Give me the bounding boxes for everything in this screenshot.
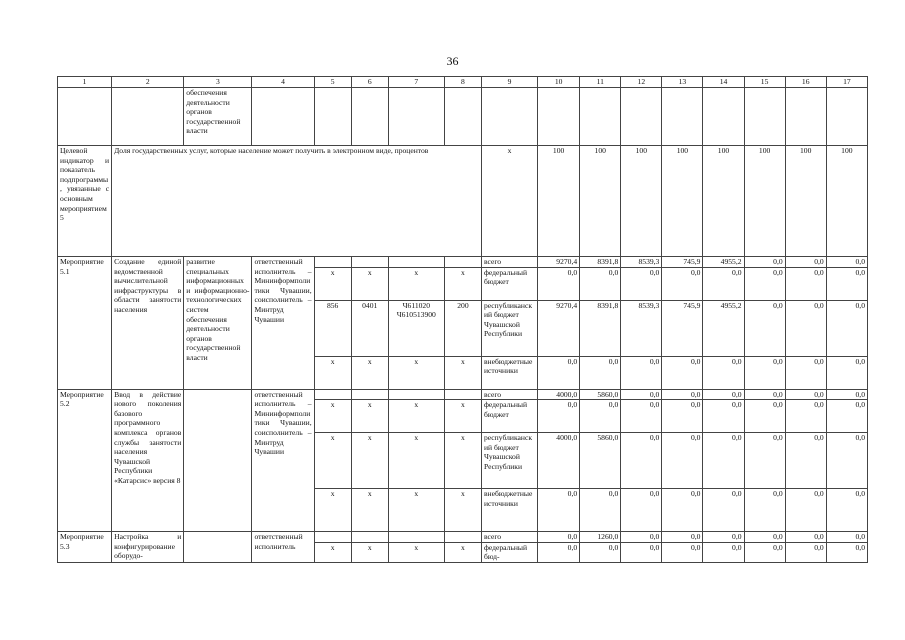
funding-value: 9270,4 bbox=[538, 257, 580, 268]
funding-value: 0,0 bbox=[826, 489, 867, 532]
funding-value: 8391,8 bbox=[580, 257, 621, 268]
funding-value: 8391,8 bbox=[580, 300, 621, 356]
indicator-value: 100 bbox=[744, 146, 785, 257]
col-num: 5 bbox=[314, 77, 351, 88]
funding-value: 0,0 bbox=[621, 356, 662, 389]
col-num: 14 bbox=[703, 77, 744, 88]
funding-value: 0,0 bbox=[744, 300, 785, 356]
funding-value: 4955,2 bbox=[703, 257, 744, 268]
funding-value: 8539,3 bbox=[621, 300, 662, 356]
funding-value: 0,0 bbox=[826, 532, 867, 543]
funding-value: 0,0 bbox=[538, 542, 580, 562]
table-cell: х bbox=[351, 433, 388, 489]
funding-value: 0,0 bbox=[744, 542, 785, 562]
funding-value: 0,0 bbox=[621, 400, 662, 433]
table-cell bbox=[351, 532, 388, 543]
col-num: 3 bbox=[184, 77, 252, 88]
table-cell: х bbox=[444, 542, 481, 562]
col-num: 7 bbox=[388, 77, 444, 88]
event-executor: ответственный исполнитель bbox=[252, 532, 314, 563]
event-description: Ввод в действие нового поколения базового программного комплекса органов службы занятости населения Чувашской Республики «Катарсис» версия 8 bbox=[112, 389, 184, 532]
table-row bbox=[58, 389, 868, 400]
funding-value: 745,9 bbox=[662, 300, 703, 356]
table-cell bbox=[388, 257, 444, 268]
table-cell bbox=[388, 389, 444, 400]
funding-value: 0,0 bbox=[744, 356, 785, 389]
funding-value: 0,0 bbox=[621, 532, 662, 543]
table-cell bbox=[351, 257, 388, 268]
table-cell: х bbox=[444, 489, 481, 532]
table-cell: 856 bbox=[314, 300, 351, 356]
col-num: 13 bbox=[662, 77, 703, 88]
funding-value: 0,0 bbox=[785, 267, 826, 300]
funding-value: 0,0 bbox=[826, 433, 867, 489]
col-num: 8 bbox=[444, 77, 481, 88]
event-name: Мероприятие 5.1 bbox=[58, 257, 112, 390]
table-cell: х bbox=[314, 356, 351, 389]
funding-value: 0,0 bbox=[826, 300, 867, 356]
funding-source: федеральный бюд- bbox=[481, 542, 537, 562]
col-num: 11 bbox=[580, 77, 621, 88]
table-cell: Ч611020 Ч610513900 bbox=[388, 300, 444, 356]
funding-value: 0,0 bbox=[538, 356, 580, 389]
table-cell: х bbox=[351, 267, 388, 300]
indicator-text: Доля государственных услуг, которые население может получить в электронном виде, процентов bbox=[112, 146, 482, 257]
col-num: 10 bbox=[538, 77, 580, 88]
table-row bbox=[58, 532, 868, 543]
indicator-value: 100 bbox=[621, 146, 662, 257]
funding-value: 0,0 bbox=[785, 257, 826, 268]
funding-value: 0,0 bbox=[580, 542, 621, 562]
funding-source: республиканский бюджет Чувашской Республики bbox=[481, 300, 537, 356]
funding-value: 0,0 bbox=[785, 356, 826, 389]
funding-value: 0,0 bbox=[662, 532, 703, 543]
funding-value: 0,0 bbox=[785, 532, 826, 543]
table-cell: х bbox=[388, 267, 444, 300]
funding-source: всего bbox=[481, 257, 537, 268]
funding-source: федеральный бюджет bbox=[481, 267, 537, 300]
table-cell bbox=[444, 389, 481, 400]
table-cell bbox=[314, 257, 351, 268]
funding-value: 0,0 bbox=[662, 433, 703, 489]
funding-value: 5860,0 bbox=[580, 389, 621, 400]
funding-value: 0,0 bbox=[580, 400, 621, 433]
continuation-row bbox=[58, 88, 868, 146]
program-table bbox=[57, 76, 868, 563]
funding-value: 0,0 bbox=[662, 356, 703, 389]
funding-value: 0,0 bbox=[703, 433, 744, 489]
funding-value: 9270,4 bbox=[538, 300, 580, 356]
funding-value: 0,0 bbox=[662, 267, 703, 300]
funding-value: 0,0 bbox=[826, 267, 867, 300]
event-name: Мероприятие 5.2 bbox=[58, 389, 112, 532]
funding-value: 0,0 bbox=[826, 400, 867, 433]
col-num: 16 bbox=[785, 77, 826, 88]
funding-value: 0,0 bbox=[703, 400, 744, 433]
funding-value: 0,0 bbox=[538, 400, 580, 433]
funding-value: 0,0 bbox=[785, 433, 826, 489]
page-number: 36 bbox=[446, 54, 459, 68]
funding-value: 0,0 bbox=[703, 356, 744, 389]
funding-source: всего bbox=[481, 532, 537, 543]
col-num: 1 bbox=[58, 77, 112, 88]
event-direction bbox=[184, 532, 252, 563]
funding-value: 0,0 bbox=[744, 433, 785, 489]
indicator-value: 100 bbox=[785, 146, 826, 257]
table-cell bbox=[314, 532, 351, 543]
table-cell bbox=[351, 389, 388, 400]
indicator-value: 100 bbox=[703, 146, 744, 257]
table-cell: х bbox=[481, 146, 537, 257]
indicator-label: Целевой индикатор и показатель подпрограммы, увязанные с основным мероприятием 5 bbox=[58, 146, 112, 257]
funding-source: всего bbox=[481, 389, 537, 400]
table-row bbox=[58, 257, 868, 268]
table-cell: 200 bbox=[444, 300, 481, 356]
col-num: 4 bbox=[252, 77, 314, 88]
funding-value: 0,0 bbox=[785, 542, 826, 562]
column-number-row bbox=[58, 77, 868, 88]
funding-value: 8539,3 bbox=[621, 257, 662, 268]
table-cell: х bbox=[351, 489, 388, 532]
event-direction bbox=[184, 389, 252, 532]
col-num: 12 bbox=[621, 77, 662, 88]
funding-value: 0,0 bbox=[580, 356, 621, 389]
funding-value: 745,9 bbox=[662, 257, 703, 268]
table-cell: х bbox=[314, 267, 351, 300]
table-cell: х bbox=[314, 433, 351, 489]
event-description: Создание единой ведомственной вычислительной инфраструктуры в области занятости населения bbox=[112, 257, 184, 390]
funding-value: 0,0 bbox=[826, 542, 867, 562]
funding-value: 0,0 bbox=[744, 489, 785, 532]
table-cell: х bbox=[388, 433, 444, 489]
funding-value: 0,0 bbox=[703, 389, 744, 400]
indicator-row bbox=[58, 146, 868, 257]
col-num: 15 bbox=[744, 77, 785, 88]
funding-value: 4000,0 bbox=[538, 433, 580, 489]
funding-value: 0,0 bbox=[662, 542, 703, 562]
table-cell: х bbox=[444, 400, 481, 433]
funding-value: 0,0 bbox=[826, 257, 867, 268]
funding-value: 0,0 bbox=[580, 267, 621, 300]
funding-value: 0,0 bbox=[703, 267, 744, 300]
table-cell: х bbox=[388, 356, 444, 389]
table-cell: х bbox=[388, 542, 444, 562]
continuation-cell: обеспечения деятельности органов государственной власти bbox=[184, 88, 252, 146]
funding-value: 1260,0 bbox=[580, 532, 621, 543]
table-cell bbox=[388, 532, 444, 543]
funding-value: 0,0 bbox=[744, 532, 785, 543]
funding-value: 0,0 bbox=[662, 389, 703, 400]
funding-value: 0,0 bbox=[662, 489, 703, 532]
indicator-value: 100 bbox=[826, 146, 867, 257]
table-cell: х bbox=[444, 433, 481, 489]
col-num: 9 bbox=[481, 77, 537, 88]
funding-value: 0,0 bbox=[703, 542, 744, 562]
table-cell: х bbox=[444, 267, 481, 300]
table-cell: х bbox=[388, 400, 444, 433]
funding-value: 0,0 bbox=[580, 489, 621, 532]
funding-value: 0,0 bbox=[703, 489, 744, 532]
funding-value: 0,0 bbox=[744, 389, 785, 400]
funding-value: 0,0 bbox=[538, 489, 580, 532]
funding-source: внебюджетные источники bbox=[481, 489, 537, 532]
table-cell bbox=[444, 532, 481, 543]
col-num: 6 bbox=[351, 77, 388, 88]
table-cell: х bbox=[314, 400, 351, 433]
event-direction: развитие специальных информационных и информационно-технологических систем обеспечения деятельности органов государственной власти bbox=[184, 257, 252, 390]
funding-value: 4000,0 bbox=[538, 389, 580, 400]
event-executor: ответственный исполнитель – Мининформполитики Чувашии, соисполнитель – Минтруд Чувашии bbox=[252, 257, 314, 390]
funding-value: 0,0 bbox=[621, 542, 662, 562]
funding-value: 0,0 bbox=[744, 257, 785, 268]
table-cell: х bbox=[314, 542, 351, 562]
table-cell: х bbox=[351, 356, 388, 389]
funding-source: республиканский бюджет Чувашской Республики bbox=[481, 433, 537, 489]
funding-value: 0,0 bbox=[621, 489, 662, 532]
funding-value: 0,0 bbox=[785, 400, 826, 433]
funding-value: 0,0 bbox=[744, 400, 785, 433]
funding-source: федеральный бюджет bbox=[481, 400, 537, 433]
indicator-value: 100 bbox=[538, 146, 580, 257]
funding-value: 0,0 bbox=[662, 400, 703, 433]
funding-value: 5860,0 bbox=[580, 433, 621, 489]
funding-value: 0,0 bbox=[621, 433, 662, 489]
funding-value: 0,0 bbox=[785, 300, 826, 356]
table-cell: х bbox=[351, 400, 388, 433]
table-cell: 0401 bbox=[351, 300, 388, 356]
table-cell: х bbox=[351, 542, 388, 562]
funding-source: внебюджетные источники bbox=[481, 356, 537, 389]
col-num: 17 bbox=[826, 77, 867, 88]
table-cell: х bbox=[314, 489, 351, 532]
funding-value: 0,0 bbox=[785, 389, 826, 400]
table-cell: х bbox=[388, 489, 444, 532]
funding-value: 0,0 bbox=[621, 267, 662, 300]
indicator-value: 100 bbox=[580, 146, 621, 257]
events-body bbox=[58, 257, 868, 563]
table-cell bbox=[444, 257, 481, 268]
funding-value: 0,0 bbox=[538, 267, 580, 300]
event-executor: ответственный исполнитель – Мининформполитики Чувашии, соисполнитель – Минтруд Чувашии bbox=[252, 389, 314, 532]
funding-value: 0,0 bbox=[744, 267, 785, 300]
col-num: 2 bbox=[112, 77, 184, 88]
funding-value: 0,0 bbox=[538, 532, 580, 543]
table-cell bbox=[314, 389, 351, 400]
indicator-value: 100 bbox=[662, 146, 703, 257]
funding-value: 0,0 bbox=[826, 389, 867, 400]
table-cell: х bbox=[444, 356, 481, 389]
funding-value: 0,0 bbox=[785, 489, 826, 532]
funding-value: 0,0 bbox=[703, 532, 744, 543]
event-description: Настройка и конфигурирование оборудо- bbox=[112, 532, 184, 563]
funding-value: 4955,2 bbox=[703, 300, 744, 356]
funding-value: 0,0 bbox=[826, 356, 867, 389]
event-name: Мероприятие 5.3 bbox=[58, 532, 112, 563]
funding-value: 0,0 bbox=[621, 389, 662, 400]
